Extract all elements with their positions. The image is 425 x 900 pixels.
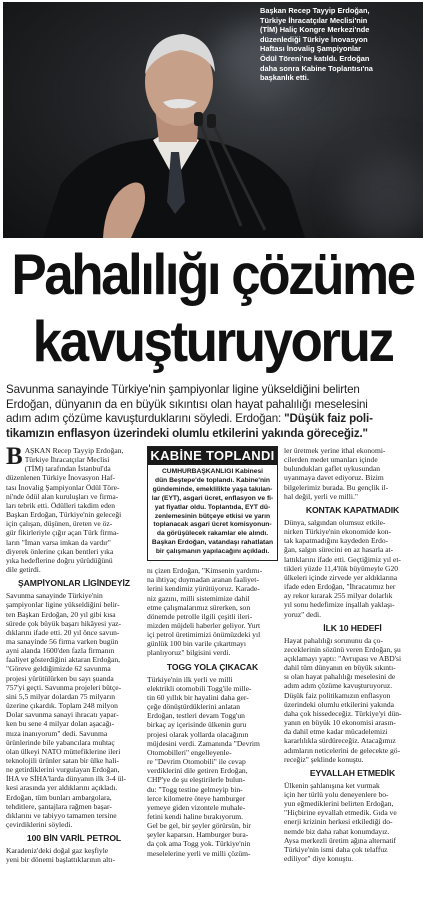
text-line: gündeminde, emeklilikte yaşa takılan- — [152, 485, 273, 493]
text-line: du: "Togg testine gelmeyip bin- — [147, 784, 243, 794]
text-line: bir çalışmanın yapılacağını açıkladı. — [155, 548, 270, 556]
text-line: "Hiçbirine eyvallah etmedik. Gıda ve — [284, 808, 397, 818]
body-paragraph — [6, 591, 142, 829]
text-line: Savunma sanayinde Türkiye'nin — [6, 591, 103, 601]
headline-line: Pahalılığı çözüme — [11, 243, 414, 307]
subheading: ŞAMPİYONLAR LİGİNDEYİZ — [18, 578, 130, 589]
text-line: Gel be gel, bir şeyler görürsün, bir — [147, 821, 251, 831]
text-line: Aysa merkezli üretim ağına alternatif — [284, 835, 397, 845]
text-line: enerji krizinin herkesi etkilediği do- — [284, 817, 393, 827]
caption-line: düzenlediği Türkiye İnovasyon — [260, 34, 368, 44]
text-line: Türkiye'nin ilk yerli ve milli — [147, 674, 233, 684]
body-paragraph — [284, 518, 421, 619]
lead-quote: tikamızın enflasyon üzerindeki olumlu etkilerini yakında göreceğiz." — [6, 426, 368, 440]
text-line: adım adım çözüme kavuşturuyoruz. — [284, 681, 393, 691]
text-line: bulundukları gaflet uykusundan — [284, 464, 380, 474]
text-line: yat fiyatlar oldu. Toplantıda, EYT dü- — [154, 503, 271, 511]
text-line: tikleri yüzde 11,4'lük büyümeyle G20 — [284, 563, 399, 573]
subheading: İLK 10 HEDEFİ — [323, 622, 382, 633]
text-line: düzenlenen Türkiye İnovasyon Haf- — [6, 473, 116, 483]
text-line: receğiz" şeklinde konuştu. — [284, 754, 364, 764]
text-line: dıklarını ifade etti. 20 yıl önce savun- — [6, 627, 120, 637]
body-paragraph — [147, 566, 278, 658]
text-line: teknolojili ürünler satan bir ülke hali- — [6, 756, 119, 765]
text-line: ken bu sene 4 milyar dolan aşacağı- — [6, 719, 115, 729]
microphone-head — [194, 112, 203, 126]
text-line: Erdoğan, tüm bunları ambargolara, — [6, 792, 112, 802]
text-line: AŞKAN Recep Tayyip Erdoğan, — [24, 446, 124, 455]
text-line: sini 5,5 milyar dolardan 75 milyarın — [6, 691, 115, 701]
text-line: Dolar savunma sanayi ihracatı yapar- — [6, 710, 119, 720]
text-line: yemeye giden vizontele muhale- — [147, 802, 246, 812]
text-line: çeğe dönüştürdüklerini anlatan — [147, 702, 241, 712]
text-line: Otomobilleri" engelleyenle- — [147, 747, 232, 757]
text-line: şampiyonlar ligine yükseldiğini belir- — [6, 600, 120, 610]
text-line: birkaç ay içerisinde ülkenin guru — [147, 720, 247, 730]
text-line: CUMHURBAŞKANLIĞI Kabinesi — [161, 468, 264, 475]
kabine-box-body — [148, 465, 277, 560]
caption-line: Haftası İnovalig Şampiyonlar — [260, 44, 362, 54]
lead-line — [6, 412, 420, 427]
text-line: yeni bir dönemi başlattıklarının altı- — [6, 855, 115, 865]
text-line: kesi arasında yer aldıklarını açıkladı. — [6, 783, 118, 793]
article-column-3 — [284, 446, 421, 863]
caption-line: Türkiye İhracatçılar Meclisi'nin — [260, 15, 368, 25]
text-line: Başkan Erdoğan, vatandaşı rahatlatan — [151, 539, 274, 547]
text-line: Ülkenin şahlanışına ket vurmak — [284, 780, 380, 790]
text-line: Türkiye İhracatçılar Meclisi — [24, 455, 110, 465]
text-line: tak kapatmadığını kaydeden Erdo- — [284, 536, 389, 546]
text-line: İHA ve SİHA'larda dünyanın ilk 3-4 ül- — [6, 774, 126, 784]
text-line: da çok ama Togg yok. Türkiye'nin — [147, 839, 251, 849]
body-paragraph — [147, 675, 278, 858]
body-paragraph — [284, 636, 421, 764]
article-column-1 — [6, 443, 142, 865]
text-line: üzerine çıkardık. Toplam 248 milyon — [6, 701, 118, 711]
text-line: CHP'ye de şu eleştirilerle bulun- — [147, 775, 246, 785]
text-line: da görüşülecek rakamlar ele alındı. — [156, 530, 269, 538]
text-line: diyerek önlerine çıkan bentleri yıka — [6, 546, 114, 556]
text-line: şeyler kaparsın. Hamburger bura- — [147, 830, 249, 840]
text-line: için her türlü yolu deneyenlere bo- — [284, 790, 389, 799]
text-line: sı olan hayat pahalılığı meselesini de — [284, 672, 396, 682]
text-line: Hayat pahalılığı sorununu da ço- — [284, 635, 383, 645]
text-line: kararlılıkla sürdüreceğiz. Atacağımız — [284, 736, 396, 746]
text-line: planlıyoruz" bilgisini verdi. — [147, 648, 231, 658]
text-line: (TİM) tarafından İstanbul'da — [24, 464, 111, 474]
drop-cap: B — [6, 443, 23, 470]
subheading: KONTAK KAPATMADIK — [305, 504, 400, 515]
text-line: niz gazını, milli sistemimize dahil — [147, 593, 250, 603]
text-line: ğan, salgın sürecini en az hasarla at- — [284, 545, 394, 555]
text-line: ne getirdiklerini vurgulayan Erdoğan, — [6, 765, 120, 775]
text-line: nirken Türkiye'nin ekonomide kon- — [284, 527, 392, 537]
text-line: tehditlere, şantajlara rağmen başar- — [6, 801, 112, 811]
body-paragraph — [6, 846, 142, 864]
text-line: ni'nde ödül alan kuruluşları ve firma- — [6, 491, 119, 501]
lead-line: Savunma sanayinde Türkiye'nin şampiyonlar ligine yükseldiğini belirten — [6, 383, 360, 396]
caption-line: Ödül Töreni'ne katıldı. Erdoğan — [260, 53, 370, 63]
text-line: nemde biz daha rahat konumdayız. — [284, 826, 390, 836]
text-line: mıza inanıyorum" dedi. Savunma — [6, 728, 108, 738]
headline-line: kavuşturuyoruz — [32, 310, 393, 374]
text-line: elektrikli otomobili Togg'ile mille- — [147, 683, 252, 693]
text-line: tası İnovalig Şampiyonlar Ödül Töre- — [6, 482, 120, 492]
text-line: için çalışan, düşünen, üreten ve öz- — [6, 519, 113, 529]
caption-line: (TİM) Haliç Kongre Merkezi'nde — [260, 25, 370, 35]
text-line: lerce kilometre öteye hamburger — [147, 793, 246, 803]
body-paragraph — [284, 446, 421, 501]
text-line: yanın en büyük 10 ekonomisi arasın- — [284, 718, 396, 728]
text-line: Karadeniz'deki doğal gaz keşfiyle — [6, 846, 109, 856]
text-line: da dahil etme kadar mücadelemizi — [284, 727, 388, 737]
text-line: ların "İman varsa imkan da vardır" — [6, 537, 111, 547]
text-line: nı çizen Erdoğan, "Kimsenin yardımı- — [147, 566, 263, 576]
text-line: yoruz" dedi. — [284, 609, 322, 619]
microphone-head — [207, 114, 216, 128]
text-line: ma sanayinde 56 firma varken bugün — [6, 636, 119, 646]
text-line: ları tebrik etti. Ödülleri takdim eden — [6, 500, 115, 510]
text-line: projesi olarak yollarda olacağının — [147, 729, 249, 739]
text-line: re "Devrim Otomobili" ile cevap — [147, 757, 246, 767]
text-line: daha çok hissedeceğiz. Türkiye'yi dün- — [284, 708, 402, 718]
text-line: ülkeleri içinde zirvede yer aldıklarına — [284, 572, 398, 582]
lead-quote: "Düşük faiz poli- — [284, 412, 373, 426]
text-line: içi petrol üretimimizi önümüzdeki yıl — [147, 630, 261, 640]
text-line: faaliyet gösterdiğini aktaran Erdoğan, — [6, 655, 120, 665]
text-line: etme çalışmalarımız sürerken, son — [147, 602, 251, 612]
text-line: toplanacak asgari ücret komisyonun- — [153, 521, 272, 529]
text-line: hal değil, yerli ve milli." — [284, 491, 358, 501]
text-line: meselelerine yerli ve milli çözüm- — [147, 848, 251, 858]
text-line: dönemde petrolle ilgili çeşitli ileri- — [147, 611, 253, 621]
text-line: "Göreve geldiğimizde 62 savunma — [6, 664, 111, 674]
photo-caption — [260, 6, 420, 83]
text-line: yıl sonu hedefimize inşallah yaklaşı- — [284, 600, 395, 610]
text-line: verdiklerini dile getiren Erdoğan, — [147, 766, 248, 776]
lead-text: adım adım çözüme kavuşturduklarını söyledi. Erdoğan: — [6, 412, 285, 426]
text-line: üzerindeki olumlu etkilerini yakında — [284, 699, 395, 709]
news-photo — [3, 2, 423, 238]
text-line: Dünya, salgından olumsuz etkile- — [284, 517, 386, 527]
text-line: ediliyor" diye konuştu. — [284, 854, 354, 864]
kabine-box-title: KABİNE TOPLANDI — [148, 447, 277, 465]
lead-paragraph — [6, 383, 420, 441]
text-line: uyanmaya davet ediyoruz. Bizim — [284, 473, 384, 483]
text-line: zeceklerinin sözünü veren Erdoğan, şu — [284, 644, 401, 654]
article-column-2 — [147, 446, 278, 858]
body-paragraph — [284, 781, 421, 863]
text-line: Başkan Erdoğan, Türkiye'nin geleceği — [6, 510, 122, 520]
text-line: yun eğmediklerini belirten Erdoğan, — [284, 799, 394, 809]
text-line: Türkiye'nin ismi daha çok telaffuz — [284, 844, 388, 854]
text-line: günlük 100 bin varile çıkartmayı — [147, 639, 246, 649]
text-line: ay rekor kırarak 255 milyar dolarlık — [284, 591, 393, 601]
text-line: dün Beştepe'de toplandı. Kabine'nin — [154, 476, 271, 484]
headline — [0, 242, 425, 376]
text-line: çevirdiklerini söyledi. — [6, 820, 73, 830]
subheading: EYVALLAH ETMEDİK — [309, 767, 396, 778]
text-line: ten Başkan Erdoğan, 20 yıl gibi kısa — [6, 609, 116, 619]
text-line: 757'yi geçti. Savunma projeleri bütçe- — [6, 682, 122, 692]
text-line: ifade eden Erdoğan, "İhracatımız her — [284, 582, 396, 592]
text-line: na ihtiyaç duymadan aranan faaliyet- — [147, 575, 259, 585]
text-line: sürede çok büyük başarı hikâyesi yaz- — [6, 618, 122, 628]
text-line: Erdoğan, testleri devam Togg'un — [147, 711, 245, 721]
text-line: yıka hedeflerine doğru yürüdüğünü — [6, 555, 113, 565]
text-line: ayni alanda 1600'den fazla firmanın — [6, 646, 115, 656]
text-line: adımların neticelerini de gelecekte gö- — [284, 745, 401, 755]
caption-line: başkanlık etti. — [260, 73, 309, 83]
text-line: açıklamayı yaptı: "Avrupası ve ABD'si — [284, 653, 402, 663]
text-line: ler üretmek yerine ithal ekonomi- — [284, 446, 386, 455]
text-line: olan ülkeyi NATO müttefiklerine ileri — [6, 746, 121, 756]
text-line: ürünlerinde bile yabancılara muhtaç — [6, 737, 115, 747]
text-line: projesi yürütülürken bu sayı şuanda — [6, 673, 114, 683]
text-line: dahil tüm dünyanın en büyük sıkıntı- — [284, 663, 396, 673]
text-line: lattıklarını ifade etti. Geçtiğimiz yıl et- — [284, 554, 401, 564]
text-line: fetini kendi haline bırakıyorum. — [147, 811, 243, 821]
text-line: mizden müjdeli haberler geliyor. Yurt — [147, 621, 261, 630]
text-line: cilerden medet umanları içinde — [284, 455, 378, 465]
subheading: TOGG YOLA ÇIKACAK — [166, 661, 259, 672]
text-line: Düşük faiz politikamızın enflasyon — [284, 690, 391, 700]
text-line: tin 60 yıllık bir hayalini daha ger- — [147, 692, 249, 702]
text-line: lerini kendimiz yürütüyoruz. Karade- — [147, 584, 260, 594]
text-line: lar (EYT), asgari ücret, enflasyon ve fi- — [151, 494, 274, 502]
text-line: dile getirdi. — [6, 565, 41, 575]
subheading: 100 BİN VARİL PETROL — [26, 833, 122, 844]
intro-paragraph — [6, 443, 142, 575]
kabine-box — [147, 446, 278, 561]
lead-line: Erdoğan, dünyanın da en büyük sıkıntısı olan hayat pahalılığı meselesini — [6, 397, 368, 411]
text-line: gür fikirleriyle çığır açan Türk firma- — [6, 528, 119, 538]
caption-line: daha sonra Kabine Toplantısı'na — [260, 63, 373, 73]
caption-line: Başkan Recep Tayyip Erdoğan, — [260, 6, 370, 15]
text-line: dıklarını ve tabiyyo tamamen tersine — [6, 810, 117, 820]
text-line: müjdesini verdi. Zamanında "Devrim — [147, 738, 260, 748]
text-line: zenlemesinin bütçeye etkisi ve yarın — [154, 512, 271, 520]
text-line: bilgelerimiz burada. Bu gençlik il- — [284, 482, 389, 492]
